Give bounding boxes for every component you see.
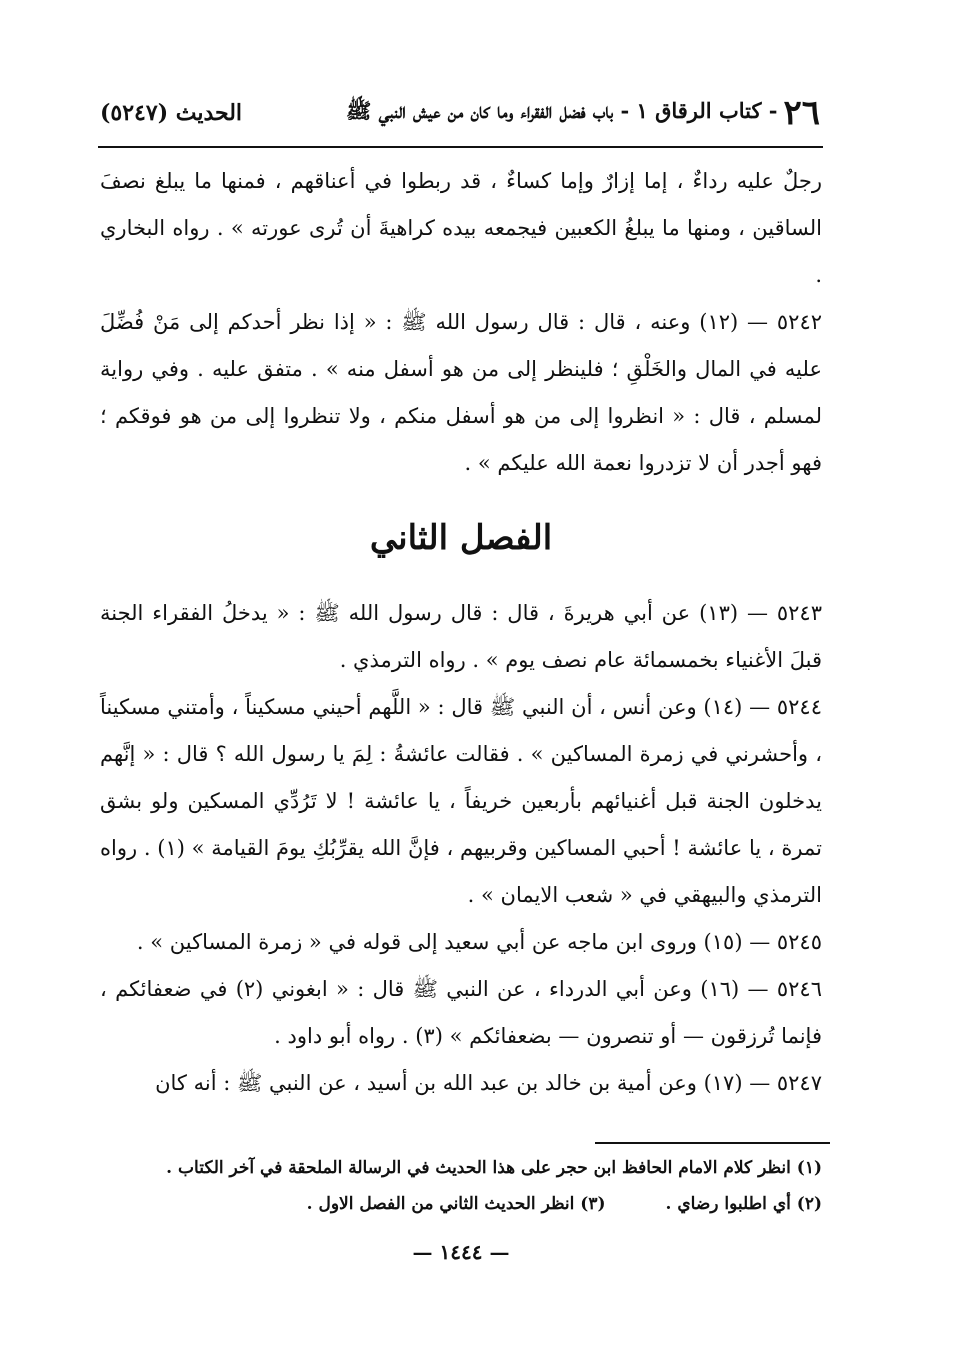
paragraph: رجلٌ عليه رداءٌ ، إما إزارٌ وإما كساءٌ ، قد ربطوا في أعناقهم ، فمنها ما يبلغ نصفَ الساقين ، ومنها ما يبلغُ الكعبين فيجمعه بيده كراهيةَ أن تُرى عورته » . رواه البخاري . bbox=[100, 169, 822, 287]
header-divider bbox=[98, 146, 823, 148]
book-number: ٢٦ bbox=[783, 93, 820, 133]
footnotes bbox=[100, 1150, 822, 1222]
section-one-text bbox=[100, 158, 822, 487]
paragraph: ٥٢٤٦ — (١٦) وعن أبي الدرداء ، عن النبي ﷺ قال : « ابغوني (٢) في ضعفائكم ، فإنما تُرزقون — أو تنصرون — بضعفائكم » (٣) . رواه أبو داود . bbox=[100, 977, 822, 1048]
section-heading: الفصل الثاني bbox=[369, 518, 553, 558]
paragraph: ٥٢٤٣ — (١٣) عن أبي هريرةَ ، قال : قال رسول الله ﷺ : « يدخلُ الفقراء الجنة قبلَ الأغنياء بخمسمائة عام نصف يوم » . رواه الترمذي . bbox=[100, 601, 822, 672]
running-header bbox=[100, 88, 820, 138]
section-two-text bbox=[100, 590, 822, 1107]
hadith-range: الحديث (٥٢٤٧) bbox=[100, 100, 243, 126]
footnote-3: (٣) انظر الحديث الثاني من الفصل الاول . bbox=[306, 1194, 606, 1214]
footnote-row bbox=[100, 1186, 822, 1222]
header-title: - كتاب الرقاق ١ - باب فضل الفقراء وما كان من عيش النبي ﷺ bbox=[345, 97, 778, 123]
page-number: — ١٤٤٤ — bbox=[412, 1240, 510, 1264]
footnote-divider bbox=[595, 1142, 830, 1144]
paragraph: ٥٢٤٤ — (١٤) وعن أنس ، أن النبي ﷺ قال : « اللَّهم أحيني مسكيناً ، وأمتني مسكيناً ، وأحشرني في زمرة المساكين » . فقالت عائشةُ : لِمَ يا رسول الله ؟ قال : « إنَّهم يدخلون الجنة قبل أغنيائهم بأربعين خريفاً ، يا عائشة ! لا تَرُدِّي المسكين ولو بشق تمرة ، يا عائشة ! أحبي المساكين وقربيهم ، فإنَّ الله يقرِّبُكِ يومَ القيامة » (١) . رواه الترمذي والبيهقي في « شعب الايمان » . bbox=[100, 695, 822, 907]
footnote-2: (٢) أي اطلبوا رضاي . bbox=[665, 1194, 822, 1214]
paragraph: ٥٢٤٧ — (١٧) وعن أمية بن خالد بن عبد الله بن أسيد ، عن النبي ﷺ : أنه كان bbox=[155, 1071, 822, 1095]
footnote-1: (١) انظر كلام الامام الحافظ ابن حجر على هذا الحديث في الرسالة الملحقة في آخر الكتاب . bbox=[166, 1158, 822, 1178]
paragraph: ٥٢٤٥ — (١٥) وروى ابن ماجه عن أبي سعيد إلى قوله في « زمرة المساكين » . bbox=[136, 930, 822, 954]
paragraph: ٥٢٤٢ — (١٢) وعنه ، قال : قال رسول الله ﷺ : « إذا نظر أحدكم إلى مَنْ فُضِّلَ عليه في المال والخَلْقِ ؛ فلينظر إلى من هو أسفل منه » . متفق عليه . وفي رواية لمسلم ، قال : « انظروا إلى من هو أسفل منكم ، ولا تنظروا إلى من هو فوقكم ؛ فهو أجدر أن لا تزدروا نعمة الله عليكم » . bbox=[100, 310, 823, 475]
